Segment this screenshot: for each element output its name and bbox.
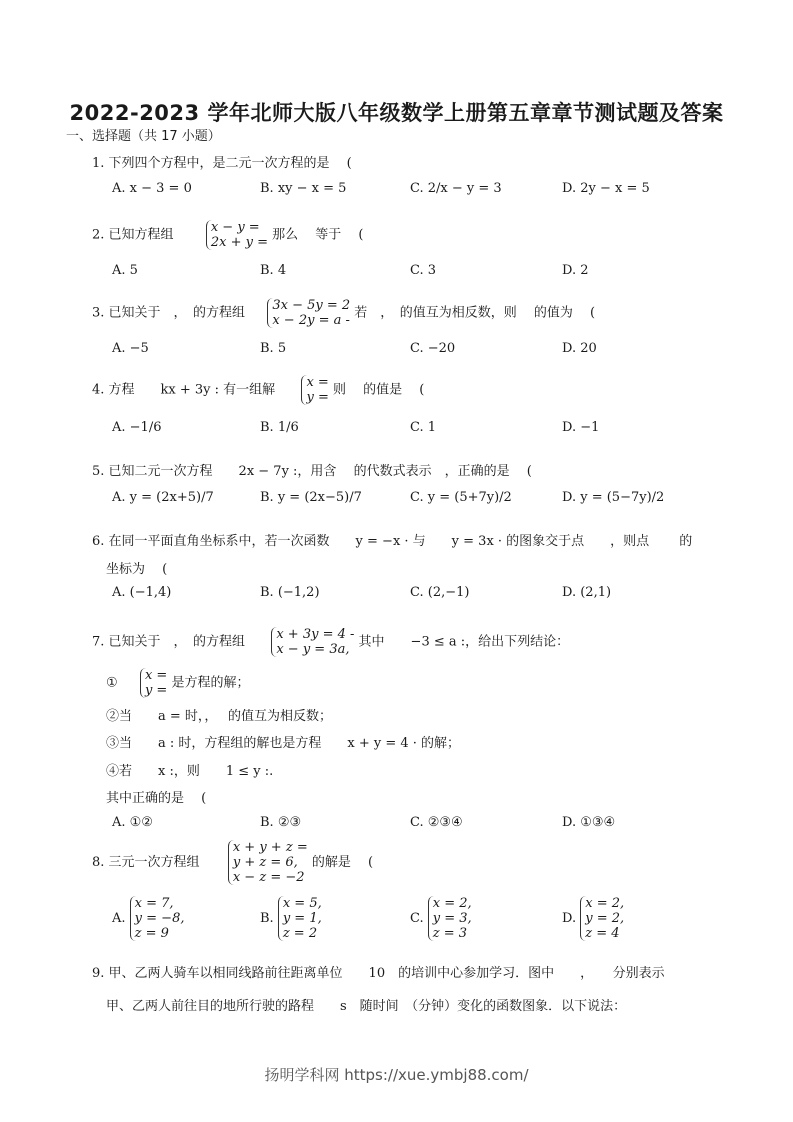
q5-option-b[interactable]: B. y = (2x−5)/7 xyxy=(260,490,362,505)
q3-option-d[interactable]: D. 20 xyxy=(562,341,597,356)
q3-option-c[interactable]: C. −20 xyxy=(410,341,456,356)
question-text: 那么 等于 ( xyxy=(272,227,364,243)
q5-option-c[interactable]: C. y = (5+7y)/2 xyxy=(410,490,512,505)
question-text: 的解是 ( xyxy=(311,855,374,870)
question-text: 已知方程组 xyxy=(108,227,174,243)
question-text: 已知二元一次方程 2x − 7y :，用含 的代数式表示 ，正确的是 ( xyxy=(108,464,532,479)
q7-option-b[interactable]: B. ②③ xyxy=(260,815,302,830)
q4-option-c[interactable]: C. 1 xyxy=(410,420,437,435)
q2-option-b[interactable]: B. 4 xyxy=(260,263,287,278)
statement-4: ④若 x :，则 1 ≤ y :. xyxy=(106,764,274,779)
q7-option-d[interactable]: D. ①③④ xyxy=(562,815,616,830)
question-number: 3. xyxy=(92,305,105,321)
question-text: 三元一次方程组 xyxy=(108,855,200,870)
q4-option-d[interactable]: D. −1 xyxy=(562,420,600,435)
statement-1: ① x = y = 是方程的解； xyxy=(106,668,250,698)
question-text: 已知关于 ， 的方程组 xyxy=(108,305,246,321)
q5-option-d[interactable]: D. y = (5−7y)/2 xyxy=(562,490,665,505)
question-text: 则 的值是 ( xyxy=(332,382,425,398)
q1-option-c[interactable]: C. 2/x − y = 3 xyxy=(410,181,502,196)
question-text: 方程 kx + 3y : 有一组解 xyxy=(108,382,276,398)
q2-option-d[interactable]: D. 2 xyxy=(562,263,589,278)
q8-option-d[interactable]: D. x = 2, y = 2, z = 4 xyxy=(562,896,625,941)
q6-option-a[interactable]: A. (−1,4) xyxy=(112,585,172,600)
question-text: 在同一平面直角坐标系中，若一次函数 y = −x · 与 y = 3x · 的图象交于点 ，则点 的 xyxy=(108,534,693,549)
q6-option-b[interactable]: B. (−1,2) xyxy=(260,585,320,600)
q3-option-b[interactable]: B. 5 xyxy=(260,341,287,356)
q8-option-c[interactable]: C. x = 2, y = 3, z = 3 xyxy=(410,896,472,941)
q5-option-a[interactable]: A. y = (2x+5)/7 xyxy=(112,490,214,505)
q1-option-a[interactable]: A. x − 3 = 0 xyxy=(112,181,192,196)
equation-system: 3x − 5y = 2 x − 2y = a - xyxy=(267,298,350,328)
question-number: 7. xyxy=(92,634,105,650)
question-9 xyxy=(92,962,665,981)
question-number: 2. xyxy=(92,227,105,243)
q1-option-d[interactable]: D. 2y − x = 5 xyxy=(562,181,650,196)
equation-system: x − y = 2x + y = xyxy=(206,220,268,250)
q8-option-b[interactable]: B. x = 5, y = 1, z = 2 xyxy=(260,896,322,941)
q8-option-a[interactable]: A. x = 7, y = −8, z = 9 xyxy=(112,896,185,941)
question-7 xyxy=(92,627,569,657)
question-5 xyxy=(92,460,532,479)
q4-option-b[interactable]: B. 1/6 xyxy=(260,420,299,435)
question-text: 其中 −3 ≤ a :，给出下列结论： xyxy=(358,634,570,650)
question-6 xyxy=(92,530,692,549)
document-title: 2022-2023 学年北师大版八年级数学上册第五章章节测试题及答案 xyxy=(69,101,724,125)
q2-option-a[interactable]: A. 5 xyxy=(112,263,138,278)
question-9-line2: 甲、乙两人前往目的地所行驶的路程 s 随时间 （分钟）变化的函数图象．以下说法： xyxy=(106,999,627,1014)
equation-system: x + y + z = y + z = 6, x − z = −2 xyxy=(228,840,308,885)
equation-system: x + 3y = 4 - x − y = 3a, xyxy=(271,627,354,657)
question-number: 5. xyxy=(92,464,105,479)
question-text: 若 ， 的值互为相反数，则 的值为 ( xyxy=(354,305,596,321)
statement-3: ③当 a : 时，方程组的解也是方程 x + y = 4 · 的解； xyxy=(106,736,461,751)
q3-option-a[interactable]: A. −5 xyxy=(112,341,149,356)
question-8 xyxy=(92,840,373,885)
question-4 xyxy=(92,375,424,405)
q6-option-c[interactable]: C. (2,−1) xyxy=(410,585,470,600)
q1-option-b[interactable]: B. xy − x = 5 xyxy=(260,181,347,196)
question-number: 4. xyxy=(92,382,105,398)
question-text: 已知关于 ， 的方程组 xyxy=(108,634,246,650)
equation-system: x = y = xyxy=(301,375,328,405)
q7-option-c[interactable]: C. ②③④ xyxy=(410,815,463,830)
question-number: 1. xyxy=(92,156,105,171)
section-heading: 一、选择题（共 17 小题） xyxy=(66,129,221,144)
q6-option-d[interactable]: D. (2,1) xyxy=(562,585,612,600)
equation-system: x = y = xyxy=(140,668,167,698)
question-6-line2: 坐标为 ( xyxy=(106,562,168,577)
q4-option-a[interactable]: A. −1/6 xyxy=(112,420,162,435)
question-text: 甲、乙两人骑车以相同线路前往距离单位 10 的培训中心参加学习．图中 ， 分别表示 xyxy=(108,966,665,981)
question-7-conclusion: 其中正确的是 ( xyxy=(106,791,207,806)
q2-option-c[interactable]: C. 3 xyxy=(410,263,437,278)
statement-2: ②当 a = 时，， 的值互为相反数； xyxy=(106,709,333,724)
question-1 xyxy=(92,152,352,171)
q7-option-a[interactable]: A. ①② xyxy=(112,815,153,830)
question-2 xyxy=(92,220,363,250)
question-3 xyxy=(92,298,595,328)
question-number: 9. xyxy=(92,966,105,981)
question-number: 8. xyxy=(92,855,105,870)
footer-watermark: 扬明学科网 https://xue.ymbj88.com/ xyxy=(264,1066,529,1084)
question-number: 6. xyxy=(92,534,105,549)
question-text: 下列四个方程中，是二元一次方程的是 ( xyxy=(108,156,352,171)
